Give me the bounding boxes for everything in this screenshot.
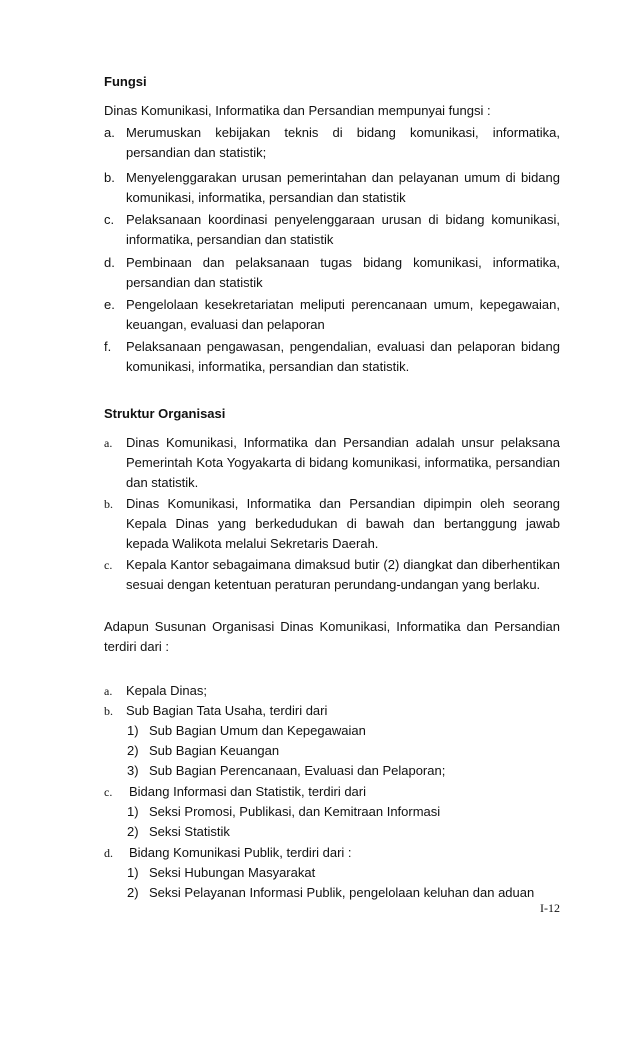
fungsi-item bbox=[104, 337, 560, 377]
list-marker: 1) bbox=[127, 723, 139, 738]
struktur-heading: Struktur Organisasi bbox=[104, 406, 226, 421]
list-item-text: Seksi Statistik bbox=[149, 824, 230, 839]
susunan-subitem bbox=[127, 863, 560, 883]
list-item-text: Bidang Komunikasi Publik, terdiri dari : bbox=[129, 845, 352, 860]
susunan-subitem bbox=[127, 761, 560, 781]
list-item-text: Menyelenggarakan urusan pemerintahan dan pelayanan umum di bidang komunikasi, informatika, persandian dan statistik bbox=[126, 170, 560, 205]
susunan-subitem bbox=[127, 822, 560, 842]
list-item-text: Pelaksanaan pengawasan, pengendalian, evaluasi dan pelaporan bidang komunikasi, informatika, persandian dan statistik. bbox=[126, 339, 560, 374]
list-item-text: Dinas Komunikasi, Informatika dan Persandian dipimpin oleh seorang Kepala Dinas yang berkedudukan di bawah dan bertanggung jawab kepada Walikota melalui Sekretaris Daerah. bbox=[126, 496, 560, 551]
list-marker: d. bbox=[104, 846, 113, 860]
fungsi-item bbox=[104, 168, 560, 208]
list-item-text: Seksi Hubungan Masyarakat bbox=[149, 865, 316, 880]
list-item-text: Sub Bagian Perencanaan, Evaluasi dan Pelaporan; bbox=[149, 763, 446, 778]
struktur-item bbox=[104, 433, 560, 493]
list-item-text: Seksi Promosi, Publikasi, dan Kemitraan Informasi bbox=[149, 804, 441, 819]
list-marker: 2) bbox=[127, 743, 139, 758]
list-item-text: Dinas Komunikasi, Informatika dan Persandian adalah unsur pelaksana Pemerintah Kota Yogyakarta di bidang komunikasi, informatika, persandian dan statistik. bbox=[126, 435, 560, 490]
susunan-item bbox=[104, 701, 560, 721]
susunan-subitem bbox=[127, 721, 560, 741]
list-item-text: Pembinaan dan pelaksanaan tugas bidang komunikasi, informatika, persandian dan statistik bbox=[126, 255, 560, 290]
list-item-text: Sub Bagian Umum dan Kepegawaian bbox=[149, 723, 366, 738]
list-item-text: Bidang Informasi dan Statistik, terdiri dari bbox=[129, 784, 366, 799]
list-marker: c. bbox=[104, 558, 113, 572]
list-item-text: Seksi Pelayanan Informasi Publik, pengelolaan keluhan dan aduan bbox=[149, 885, 535, 900]
fungsi-intro: Dinas Komunikasi, Informatika dan Persandian mempunyai fungsi : bbox=[104, 103, 491, 118]
fungsi-item bbox=[104, 253, 560, 293]
struktur-item bbox=[104, 494, 560, 554]
list-marker: 2) bbox=[127, 824, 139, 839]
list-marker: d. bbox=[104, 255, 115, 270]
list-marker: b. bbox=[104, 704, 113, 718]
page-number: I-12 bbox=[540, 901, 560, 915]
susunan-item bbox=[104, 681, 560, 701]
list-item-text: Sub Bagian Keuangan bbox=[149, 743, 280, 758]
susunan-subitem bbox=[127, 741, 560, 761]
list-marker: b. bbox=[104, 497, 113, 511]
list-marker: c. bbox=[104, 212, 115, 227]
list-item-text: Pengelolaan kesekretariatan meliputi perencanaan umum, kepegawaian, keuangan, evaluasi dan pelaporan bbox=[126, 297, 560, 332]
fungsi-item bbox=[104, 295, 560, 335]
list-item-text: Merumuskan kebijakan teknis di bidang komunikasi, informatika, persandian dan statistik; bbox=[126, 125, 560, 160]
list-marker: b. bbox=[104, 170, 115, 185]
list-marker: a. bbox=[104, 684, 113, 698]
list-marker: c. bbox=[104, 785, 113, 799]
list-marker: a. bbox=[104, 436, 113, 450]
fungsi-item bbox=[104, 123, 560, 163]
list-marker: 3) bbox=[127, 763, 139, 778]
list-item-text: Kepala Dinas; bbox=[126, 683, 207, 698]
susunan-subitem bbox=[127, 883, 560, 903]
list-marker: 1) bbox=[127, 804, 139, 819]
susunan-item bbox=[104, 782, 560, 802]
list-marker: f. bbox=[104, 339, 112, 354]
list-item-text: Kepala Kantor sebagaimana dimaksud butir (2) diangkat dan diberhentikan sesuai dengan ketentuan peraturan perundang-undangan yang berlaku. bbox=[126, 557, 560, 592]
list-marker: 1) bbox=[127, 865, 139, 880]
susunan-intro: Adapun Susunan Organisasi Dinas Komunikasi, Informatika dan Persandian terdiri dari : bbox=[104, 619, 560, 654]
susunan-subitem bbox=[127, 802, 560, 822]
struktur-item bbox=[104, 555, 560, 595]
list-item-text: Sub Bagian Tata Usaha, terdiri dari bbox=[126, 703, 328, 718]
list-marker: e. bbox=[104, 297, 115, 312]
list-item-text: Pelaksanaan koordinasi penyelenggaraan urusan di bidang komunikasi, informatika, persandian dan statistik bbox=[126, 212, 560, 247]
fungsi-heading: Fungsi bbox=[104, 74, 147, 89]
fungsi-item bbox=[104, 210, 560, 250]
list-marker: 2) bbox=[127, 885, 139, 900]
susunan-item bbox=[104, 843, 560, 863]
list-marker: a. bbox=[104, 125, 115, 140]
